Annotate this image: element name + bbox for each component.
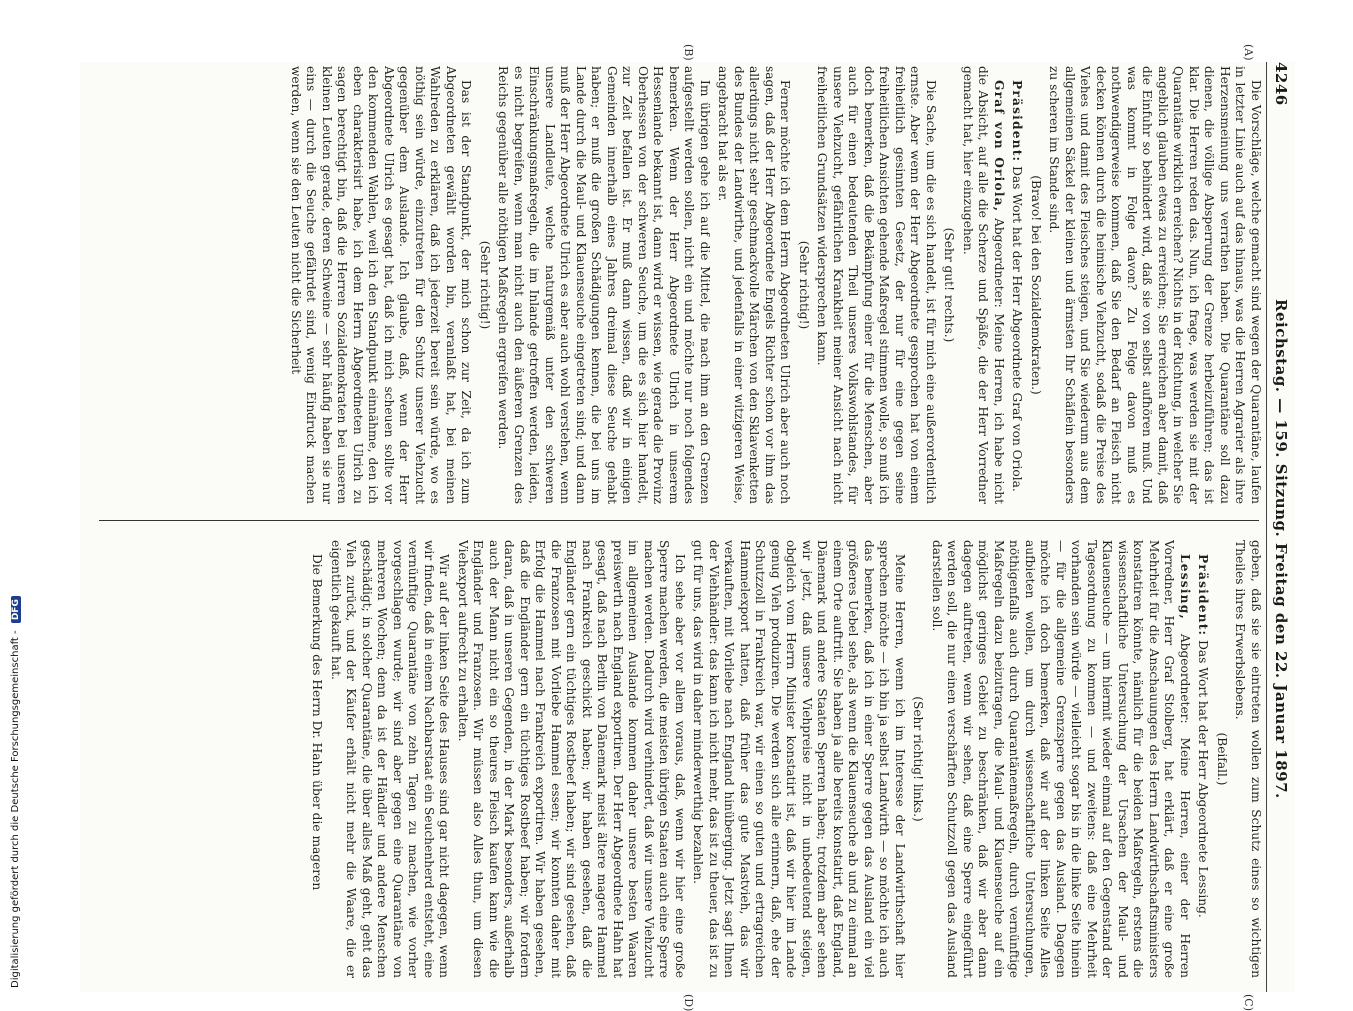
paragraph-text: Die Sache, um die es sich handelt, ist für mich eine außerordentlich ernste. Aber wenn der Herr Abgeordnete gesprochen hat von einem freiheitlich gesinnten Gesetz, der nur für eine gegen seine freiheitlichen Ansichten gehende Maßregel stimmen wolle, so muß ich doch bemerken, daß die Bekämpfung einer für die Menschen, aber auch für einen bedeutenden Theil unseres Volkswohlstandes, für unsere Viehzucht, gefährlichen Krankheit meiner Ansicht nach nicht freiheitlichen Grundsätzen widersprechen kann. bbox=[815, 66, 938, 504]
paragraph bbox=[1009, 66, 1025, 504]
left-column bbox=[93, 66, 1263, 504]
paragraph-text: Abgeordneter: Meine Herren, ich habe nicht die Absicht, auf alle die Scherze und Späße, die der Herr Vorredner gemacht hat, hier einzugehen. bbox=[961, 66, 1006, 504]
interjection bbox=[941, 66, 957, 504]
paragraph-text: Im übrigen gehe ich auf die Mittel, die nach ihm an den Grenzen aufgestellt werden sollen, nicht ein und möchte nur noch folgendes bemerken. Wenn der Herr Abgeordnete Ulrich in unserem Hessenlande bekannt ist, dann wird er wissen, wie gerade die Provinz Oberhessen von der schweren Seuche, um die es sich hier handelt, zur Zeit befallen ist. Er muß dann wissen, daß wir in einigen Gemeinden innerhalb eines Jahres dreimal diese Seuche gehabt haben; er muß die großen Schädigungen kennen, die bei uns im Lande durch die Maul- und Klauenseuche eingetreten sind; und dann muß der Herr Abgeordnete Ulrich es aber auch wohl verstehen, wenn unsere Landleute, welche naturgemäß unter den schweren Einschränkungsmaßregeln, die im Inlande getroffen werden, leiden, es nicht begreifen, wenn man nicht auch den äußeren Grenzen des Reichs gegenüber alle nöthigen Maßregeln ergreifen werden. bbox=[496, 66, 712, 504]
column-divider bbox=[99, 520, 1259, 521]
interjection bbox=[910, 540, 926, 978]
paragraph-text: (Sehr richtig!) bbox=[478, 240, 492, 330]
page-header bbox=[1266, 62, 1295, 992]
paragraph-text: Ich sehe aber vor allem voraus, daß, wenn wir hier eine große Sperre machen werden, die meisten übrigen Staaten auch eine Sperre machen werden. Dadurch wird verhindert, daß wir unsere Viehzucht im allgemeinen Auslande kommen daher unsere besten Waaren preiswerth nach England exportiren. Der Herr Abgeordnete Hahn hat gesagt, daß nach Berlin von Dänemark meist ältere magere Hammel nach Frankreich geschickt haben; wir haben gesehen, daß die Engländer gern ein tüchtiges Rostbeef haben; wir sind gesehen, daß die Franzosen mit Vorliebe Hammel essen; wir konnten daher mit Erfolg die Hammel nach Frankreich exportiren. Wir haben gesehen, daß die Engländer gern ein tüchtiges Rostbeef haben; wir fordern daran, daß in unseren Gegenden, in der Mark besonders, außerhalb auch der Mann nicht ein so theures Fleisch kaufen kann wie die Engländer und Franzosen. Wir müssen also Alles thun, um diesen Viehexport aufrecht zu erhalten. bbox=[456, 540, 687, 978]
speaker-name: Präsident: bbox=[1010, 80, 1025, 163]
paragraph bbox=[455, 540, 688, 978]
dfg-logo: DFG bbox=[11, 596, 21, 623]
paragraph-text: (Bravo! bei den Sozialdemokraten.) bbox=[1029, 175, 1043, 395]
paragraph bbox=[495, 66, 712, 504]
paragraph bbox=[1195, 540, 1211, 978]
interjection bbox=[796, 66, 812, 504]
paragraph bbox=[288, 66, 474, 504]
page-number: 4246 bbox=[1272, 62, 1290, 106]
margin-marker-d: (D) bbox=[682, 994, 695, 1011]
paragraph bbox=[929, 540, 1193, 978]
footer-credit bbox=[10, 596, 21, 988]
paragraph-text: Das Wort hat der Herr Abgeordnete Lessing. bbox=[1196, 640, 1211, 918]
paragraph bbox=[1046, 66, 1263, 504]
paragraph-text: (Beifall.) bbox=[1215, 732, 1229, 786]
margin-marker-a: (A) bbox=[1242, 44, 1255, 61]
paragraph bbox=[309, 540, 325, 978]
paragraph-text: Die Bemerkung des Herrn Dr. Hahn über die mageren bbox=[310, 554, 325, 891]
paragraph-text: Ferner möchte ich dem Herrn Abgeordneten Ulrich aber auch noch sagen, daß der Herr Abgeordnete Engels Richter schon vor ihm das allerdings nicht sehr geschmackvolle Märchen von den Sklavenketten des Bundes der Landwirthe, und jedenfalls in einer witzigeren Weise, angebracht hat als er. bbox=[716, 66, 793, 504]
margin-marker-c: (C) bbox=[1242, 994, 1255, 1011]
right-column bbox=[93, 540, 1263, 978]
paragraph-text: Das ist der Standpunkt, der mich schon zur Zeit, da ich zum Abgeordneten gewählt worden bin, veranlaßt hat, bei meinen Wahlreden zu erklären, daß ich jederzeit bereit sein würde, wo es nöthig sein würde, einzutreten für den Schutz unserer Viehzucht gegenüber dem Auslande. Ich glaube, daß, wenn der Herr Abgeordnete Ulrich es gesagt hat, daß ich mich scheuen sollte vor den kommenden Wahlen, weil ich den Standpunkt einnähme, den ich eben charakterisirt habe, ich dem Herrn Abgeordneten Ulrich zu sagen berechtigt bin, daß die Herren Sozialdemokraten bei unseren kleinen Leuten gerade, deren Schweine — sehr häufig haben sie nur eins — durch die Seuche gefährdet sind, wenig Eindruck machen werden, wenn sie den Leuten nicht die Sicherheit bbox=[289, 66, 474, 504]
paragraph-text: Wir auf der linken Seite des Hauses sind gar nicht dagegen, wenn wir finden, daß in einem Nachbarstaat ein Seuchenherd entsteht, eine vernünftige Quarantäne von zehn Tagen zu machen, wie vorher vorgeschlagen wurde; wir sind aber gegen eine Quarantäne von mehreren Wochen; denn da ist der Händler und andere Menschen geschädigt; in solcher Quarantäne, die über alles Maß geht, geht das Vieh zurück, und der Käufer erhält nicht mehr die Waare, die er eigentlich gekauft hat. bbox=[329, 540, 452, 978]
footer-text: Digitalisierung gefördert durch die Deutsche Forschungsgemeinschaft - bbox=[10, 630, 21, 988]
paragraph-text: geben, daß sie sie eintreten wollen zum Schutz eines so wichtigen Theiles ihres Erwerbslebens. bbox=[1233, 540, 1263, 978]
page-title: Reichstag. — 159. Sitzung. Freitag den 22. Januar 1897. bbox=[1272, 298, 1290, 799]
paragraph bbox=[715, 66, 793, 504]
paragraph-text: Das Wort hat der Herr Abgeordnete Graf von Oriola. bbox=[1010, 166, 1025, 492]
paragraph-text: Die Vorschläge, welche gemacht sind wegen der Quarantäne, laufen in letzter Linie auch auf das hinaus, was die Herren Agrarier als ihre Herzensmeinung uns verrathen haben. Die Quarantäne soll dazu dienen, die völlige Absperrung der Grenze herbeizuführen; das ist klar. Die Herren reden das. Nun, ich frage, was werden sie mit der Quarantäne wirklich erreichen? Nichts in der Richtung, in welcher Sie angeblich glauben etwas zu erreichen; Sie erreichen aber damit, daß die Einfuhr so behindert wird, daß sie von selbst aufhören muß. Und was kommt in Folge davon? Zu Folge davon muß es nothwendigerweise kommen, daß Sie den Bedarf an Fleisch nicht decken können durch die heimische Viehzucht, sodaß die Preise des Viehes und damit des Fleisches steigen, und Sie wiederum aus dem allgemeinen Säckel der kleinen und ärmsten Ihr Schäflein besonders zu scheren im Stande sind. bbox=[1047, 66, 1263, 504]
paragraph-text: Abgeordneter: Meine Herren, einer der Herren Vorredner, Herr Graf Stolberg, hat erklärt, daß er eine große Mehrheit für die Anschauungen des Herrn Landwirthschaftsministers konstatiren könnte, nämlich für die beiden Maßregeln, erstens die wissenschaftliche Untersuchung der Ursachen der Maul- und Klauenseuche — um hiermit wieder einmal auf den Gegenstand der Tagesordnung zu kommen — und zweitens: daß eine Mehrheit vorhanden sein würde — vielleicht sogar bis in die linke Seite hinein — für die allgemeine Grenzsperre gegen das Ausland. Dagegen möchte ich doch bemerken, daß wir auf der linken Seite Alles aufbieten wollen, um durch wissenschaftliche Untersuchungen, nöthigenfalls auch durch Quarantänemaßregeln, durch vernünftige Maßregeln dazu beizutragen, die Maul- und Klauenseuche auf ein möglichst geringes Gebiet zu beschränken, daß wir aber dann dagegen auftreten, wenn wir sehen, daß eine Sperre eingeführt werden soll, die nur einen verschärften Schutzzoll gegen das Ausland darstellen soll. bbox=[930, 540, 1192, 978]
paragraph-text: Meine Herren, wenn ich im Interesse der Landwirthschaft hier sprechen möchte — ich bin ja selbst Landwirth — so möchte ich auch das bemerken, daß ich in einer Sperre gegen das Ausland ein viel größeres Uebel sehe, als wenn die Klauenseuche ab und zu einmal an einem Orte auftritt. Sie haben ja alle bereits konstatirt, daß England, Dänemark und andere Staaten Sperren haben; trotzdem aber sehen wir jetzt, daß unsere Viehpreise nicht in unbedeutend steigen, obgleich vom Herrn Minister konstatirt ist, daß wir hier im Lande genug Vieh produziren. Die werden sich alle erinnern, daß, ehe der Schutzzoll in Frankreich war, wir einen so guten und ertragreichen Hammelexport hatten, daß früher das gute Mastvieh, das wir verkauften, mit Vorliebe nach England hinüberging. Jetzt sagt Ihnen der Viehhändler: das kann ich nicht mehr, das ist zu theuer, das ist zu gut für uns, das wird in daher minderwerthig bezahlen. bbox=[691, 540, 907, 978]
interjection bbox=[1214, 540, 1230, 978]
paragraph-text: (Sehr richtig! links.) bbox=[911, 696, 926, 822]
speaker-name: Graf von Oriola, bbox=[992, 80, 1006, 213]
interjection bbox=[1028, 66, 1044, 504]
paragraph bbox=[328, 540, 452, 978]
paragraph-text: (Sehr richtig!) bbox=[797, 240, 811, 330]
rotated-page bbox=[80, 44, 1295, 1011]
speaker-name: Lessing, bbox=[1178, 554, 1192, 620]
paragraph bbox=[690, 540, 907, 978]
paragraph bbox=[960, 66, 1007, 504]
paragraph bbox=[814, 66, 938, 504]
paragraph bbox=[1232, 540, 1263, 978]
interjection bbox=[477, 66, 493, 504]
margin-marker-b: (B) bbox=[682, 44, 695, 61]
paragraph-text: (Sehr gut! rechts.) bbox=[942, 227, 957, 343]
speaker-name: Präsident: bbox=[1196, 554, 1211, 637]
